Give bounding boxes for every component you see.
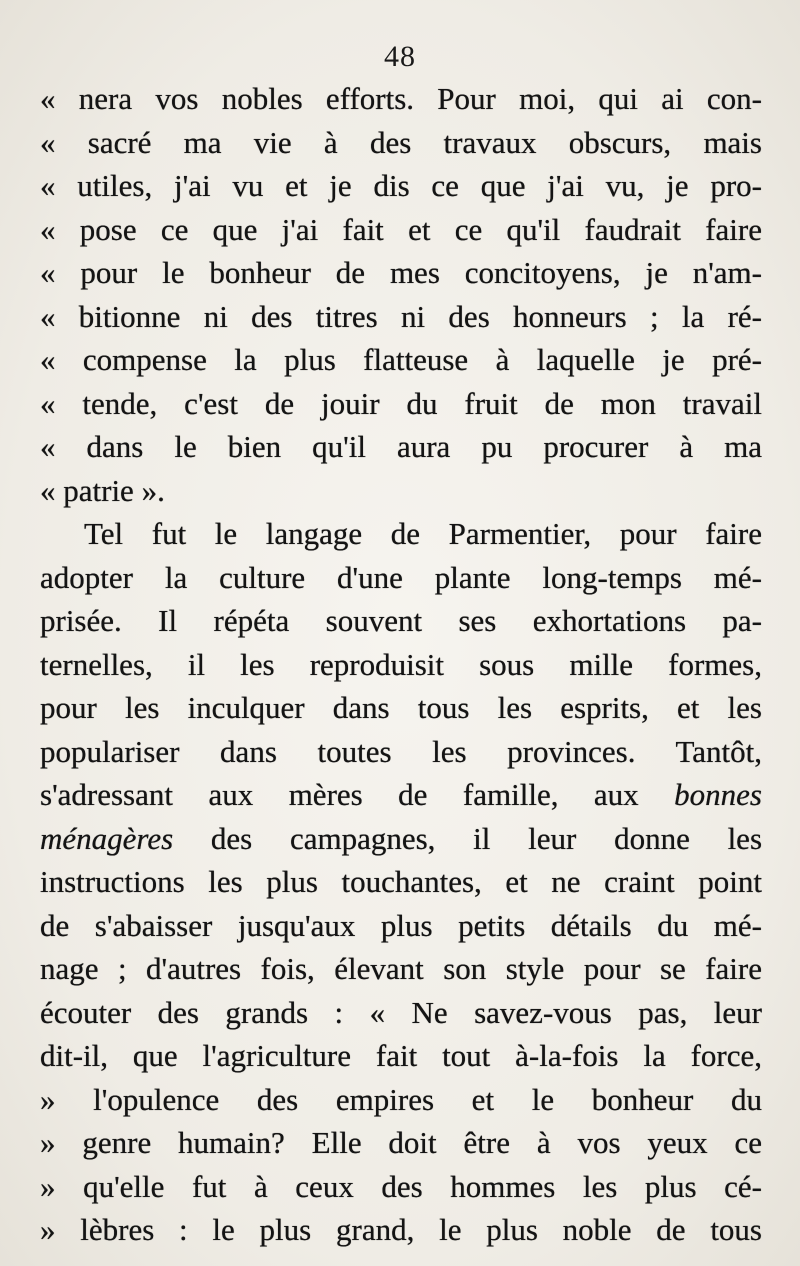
italic-word: bonnes [674, 777, 762, 812]
text-line: prisée. Il répéta souvent ses exhortations pa- [40, 603, 762, 638]
text-line: populariser dans toutes les provinces. Tantôt, [40, 733, 762, 769]
text-line: nage ; d'autres fois, élevant son style pour se faire [40, 951, 762, 986]
text-line: « pour le bonheur de mes concitoyens, je n'am- [40, 255, 762, 290]
text-line: » l'opulence des empires et le bonheur du [40, 1081, 762, 1117]
text-line-with-italic [40, 817, 762, 861]
text-line: » genre humain? Elle doit être à vos yeux ce [40, 1125, 762, 1160]
text-line: « sacré ma vie à des travaux obscurs, mais [40, 124, 762, 160]
text-line: écouter des grands : « Ne savez-vous pas, leur [40, 994, 762, 1030]
text-segment: s'adressant aux mères de famille, aux [40, 777, 639, 812]
text-line: « dans le bien qu'il aura pu procurer à ma [40, 429, 762, 464]
text-line: » lèbres : le plus grand, le plus noble de tous [40, 1212, 762, 1247]
text-line: « tende, c'est de jouir du fruit de mon travail [40, 385, 762, 421]
text-line: « patrie ». [40, 472, 165, 508]
text-line: dit-il, que l'agriculture fait tout à-la-fois la force, [40, 1038, 762, 1073]
text-line: Tel fut le langage de Parmentier, pour faire [84, 516, 762, 551]
body-text [40, 77, 762, 1252]
text-line: ternelles, il les reproduisit sous mille formes, [40, 646, 762, 682]
text-line: « compense la plus flatteuse à laquelle je pré- [40, 342, 762, 377]
text-line: « bitionne ni des titres ni des honneurs ; la ré- [40, 298, 762, 334]
italic-word: ménagères [40, 820, 174, 856]
text-segment: des campagnes, il leur donne les [210, 820, 762, 856]
text-line: instructions les plus touchantes, et ne craint point [40, 864, 762, 899]
text-line: de s'abaisser jusqu'aux plus petits détails du mé- [40, 907, 762, 943]
text-line: « utiles, j'ai vu et je dis ce que j'ai vu, je pro- [40, 168, 762, 203]
text-line: adopter la culture d'une plante long-temps mé- [40, 559, 762, 595]
text-line-with-italic [40, 773, 762, 817]
page-number: 48 [384, 40, 416, 73]
text-line: « pose ce que j'ai fait et ce qu'il faudrait faire [40, 211, 762, 247]
text-line: pour les inculquer dans tous les esprits, et les [40, 690, 762, 725]
text-line: « nera vos nobles efforts. Pour moi, qui ai con- [40, 81, 762, 116]
text-line: » qu'elle fut à ceux des hommes les plus cé- [40, 1168, 762, 1204]
